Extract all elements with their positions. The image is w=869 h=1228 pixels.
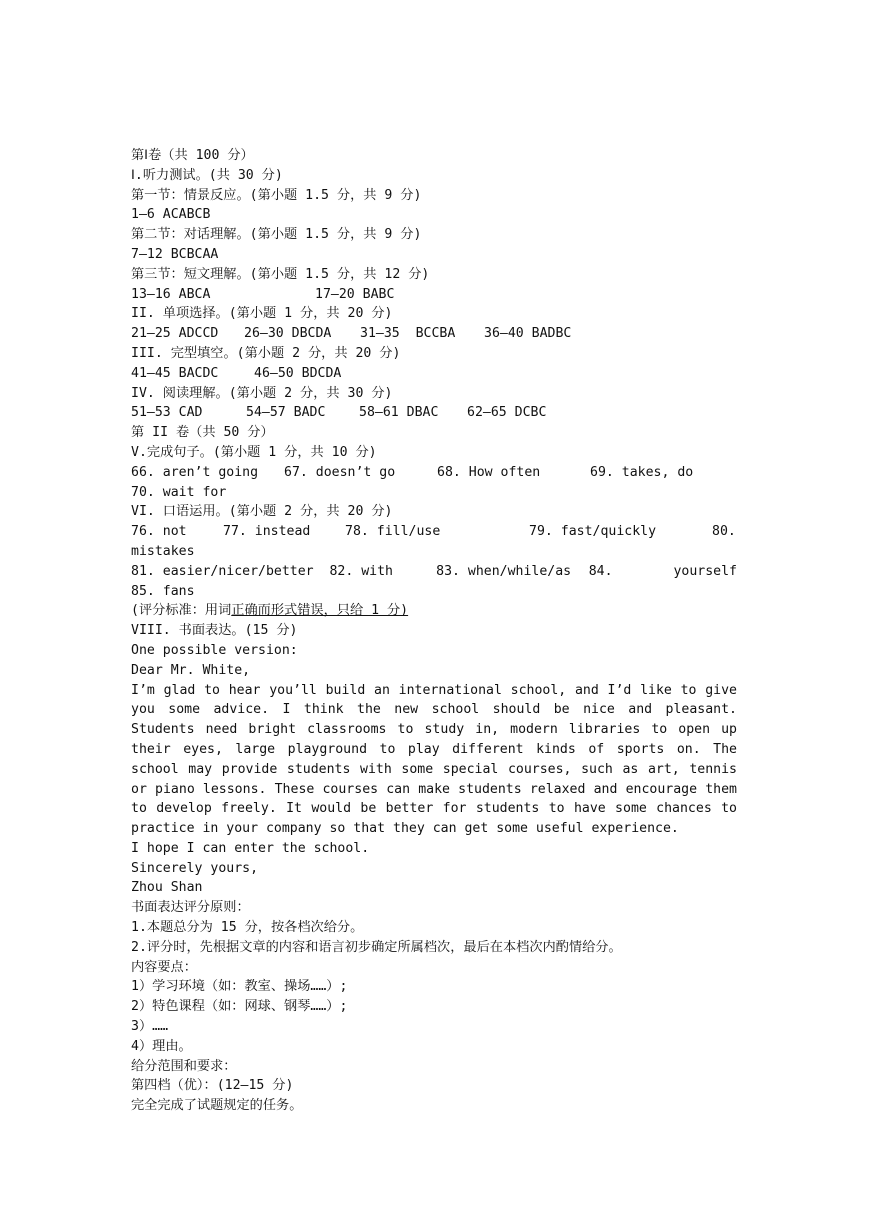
answer-group: 51—53 CAD <box>131 405 203 421</box>
answer-group: 54—57 BADC <box>246 405 326 421</box>
letter-hope: I hope I can enter the school. <box>131 840 370 856</box>
section-iv-answers <box>131 403 737 423</box>
answer-group: 31—35 BCCBA <box>360 326 456 342</box>
section2-title: 第二节：对话理解。(第小题 1.5 分，共 9 分) <box>131 227 422 243</box>
answer-item: 78. fill/use <box>345 524 441 540</box>
part2-title: 第 II 卷（共 50 分） <box>131 425 274 441</box>
letter-salutation: Dear Mr. White, <box>131 662 251 678</box>
answer-item: 67. doesn’t go <box>284 464 396 480</box>
answer-group: 62—65 DCBC <box>467 405 547 421</box>
letter-signature: Zhou Shan <box>131 880 203 896</box>
score-level-desc: 完全完成了试题规定的任务。 <box>131 1098 303 1114</box>
section-iii-title: III. 完型填空。(第小题 2 分，共 20 分) <box>131 345 401 361</box>
version-label: One possible version: <box>131 642 298 658</box>
answer-item: 76. not <box>131 524 187 540</box>
answer-group: 21—25 ADCCD <box>131 326 219 342</box>
answer-item: 83. when/while/as <box>436 563 572 579</box>
section-v-answers <box>131 463 737 483</box>
content-point: 3）…… <box>131 1019 169 1035</box>
score-level-title: 第四档（优）：(12—15 分) <box>131 1078 294 1094</box>
answer-item: 79. fast/quickly <box>529 524 657 540</box>
section3-answers-a: 13—16 ABCA <box>131 286 211 302</box>
answer-item-wrap: mistakes <box>131 543 195 559</box>
answer-item: 77. instead <box>223 524 311 540</box>
grading-title: 书面表达评分原则： <box>131 900 250 916</box>
answer-item: 81. easier/nicer/better <box>131 563 314 579</box>
content-point: 1）学习环境（如：教室、操场……）; <box>131 979 348 995</box>
answer-group: 46—50 BDCDA <box>254 365 342 381</box>
section1-title: 第一节：情景反应。(第小题 1.5 分，共 9 分) <box>131 187 422 203</box>
answer-group: 26—30 DBCDA <box>244 326 332 342</box>
section-v-title: V.完成句子。(第小题 1 分，共 10 分) <box>131 444 377 460</box>
part1-title: 第Ⅰ卷（共 100 分） <box>131 148 254 163</box>
content-point: 2）特色课程（如：网球、钢琴……）; <box>131 999 348 1015</box>
answer-item: 68. How often <box>437 464 541 480</box>
listening-title: Ⅰ.听力测试。(共 30 分) <box>131 167 283 183</box>
answer-item: 84. <box>588 563 613 579</box>
section2-answers: 7—12 BCBCAA <box>131 246 219 262</box>
section1-answers: 1—6 ACABCB <box>131 207 211 223</box>
scoring-note <box>131 601 737 621</box>
answer-item: 82. with <box>329 563 393 579</box>
section-viii-title: VIII. 书面表达。(15 分) <box>131 623 298 639</box>
score-range-title: 给分范围和要求： <box>131 1058 237 1074</box>
section-ii-title: II. 单项选择。(第小题 1 分，共 20 分) <box>131 306 393 322</box>
answer-item: 70. wait for <box>131 484 227 500</box>
answer-item: yourself <box>673 563 737 579</box>
letter-closing: Sincerely yours, <box>131 860 259 876</box>
answer-key-document <box>131 146 737 1116</box>
content-point: 4）理由。 <box>131 1038 192 1054</box>
answer-item: 80. <box>712 524 736 540</box>
section-vi-answers-row1 <box>131 522 737 542</box>
answer-item: 69. takes, do <box>590 464 694 480</box>
letter-body: I’m glad to hear you’ll build an international school, and I’d like to give you some advice. I think the new school should be nice and pleasant. Students need bright classrooms to study in, modern libraries to open up their eyes, large playground to play different kinds of sports on. The school may provide students with some special courses, such as art, tennis or piano lessons. These courses can make students relaxed and encourage them to develop freely. It would be better for students to have some chances to practice in your company so that they can get some useful experience. <box>131 682 737 837</box>
grading-rule: 2.评分时，先根据文章的内容和语言初步确定所属档次，最后在本档次内酌情给分。 <box>131 939 622 955</box>
answer-group: 36—40 BADBC <box>484 326 572 342</box>
answer-group: 58—61 DBAC <box>359 405 439 421</box>
content-points-title: 内容要点： <box>131 959 197 975</box>
grading-rule: 1.本题总分为 15 分，按各档次给分。 <box>131 920 364 936</box>
section3-answers <box>131 285 737 305</box>
section-vi-answers-row2 <box>131 562 737 582</box>
section3-answers-b: 17—20 BABC <box>315 286 395 302</box>
answer-item: 85. fans <box>131 583 195 599</box>
section-vi-title: VI. 口语运用。(第小题 2 分，共 20 分) <box>131 504 393 520</box>
scoring-note-underlined: 正确而形式错误，只给 1 分) <box>231 603 409 619</box>
section-iv-title: IV. 阅读理解。(第小题 2 分，共 30 分) <box>131 385 393 401</box>
scoring-note-text: (评分标准：用词 <box>131 603 232 619</box>
section3-title: 第三节：短文理解。(第小题 1.5 分，共 12 分) <box>131 266 430 282</box>
answer-item: 66. aren’t going <box>131 464 259 480</box>
section-iii-answers <box>131 364 737 384</box>
answer-group: 41—45 BACDC <box>131 365 219 381</box>
section-ii-answers <box>131 324 737 344</box>
